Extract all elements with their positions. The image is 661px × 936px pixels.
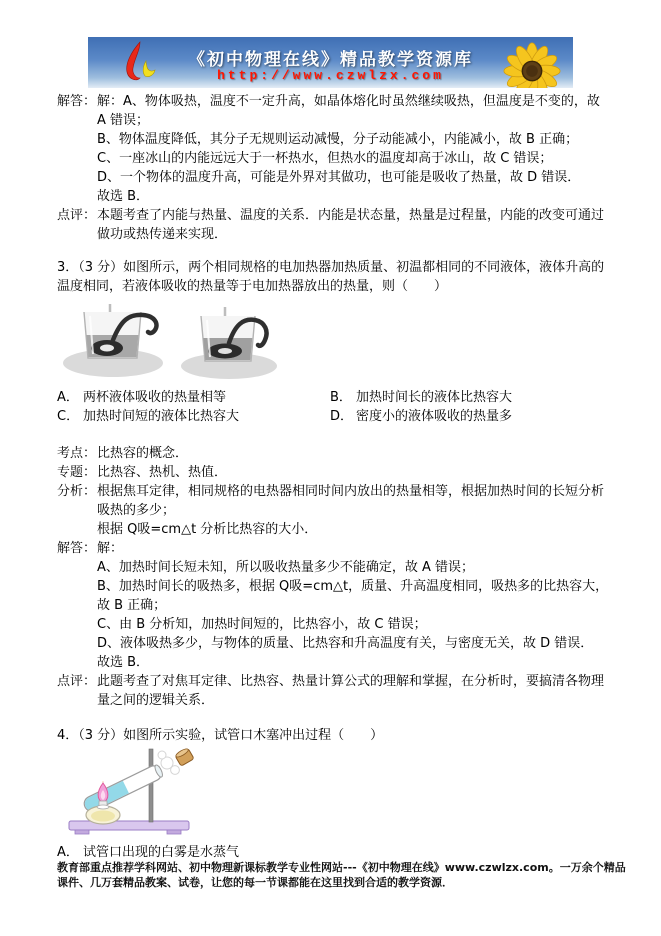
comment-label: 点评： <box>57 208 97 223</box>
comment-text: 此题考查了对焦耳定律、比热容、热量计算公式的理解和掌握，在分析时，要搞清各物理量之间的逻辑关系． <box>97 674 605 708</box>
answer-block-q2 <box>57 92 610 206</box>
kaodian-text: 比热容的概念． <box>97 446 189 461</box>
option-d <box>330 407 512 426</box>
answer-block-q3 <box>57 539 610 672</box>
answer-label: 解答： <box>57 94 97 109</box>
zhuanti-text: 比热容、热机、热值． <box>97 465 228 480</box>
option-a-key: A． <box>57 845 79 860</box>
answer-line: D、液体吸热多少，与物体的质量、比热容和升高温度有关，与密度无关，故 D 错误． <box>97 636 594 651</box>
fenxi-label: 分析： <box>57 484 97 499</box>
answer-line: 故选 B． <box>97 189 150 204</box>
option-d-text: 密度小的液体吸收的热量多 <box>356 409 513 424</box>
kaodian-row <box>57 444 610 463</box>
option-d-key: D． <box>330 409 354 424</box>
option-a-text: 两杯液体吸收的热量相等 <box>83 390 227 405</box>
option-a-key: A． <box>57 390 79 405</box>
option-a-text: 试管口出现的白雾是水蒸气 <box>83 845 240 860</box>
fenxi-line: 根据 Q吸=cm△t 分析比热容的大小． <box>97 522 318 537</box>
answer-line: C、由 B 分析知，加热时间短的，比热容小，故 C 错误； <box>97 617 427 632</box>
answer-line: D、一个物体的温度升高，可能是外界对其做功，也可能是吸收了热量，故 D 错误． <box>97 170 581 185</box>
comment-block-q3 <box>57 672 610 710</box>
site-banner <box>88 37 573 88</box>
answer-line: A、加热时间长短未知，所以吸收热量多少不能确定，故 A 错误； <box>97 560 475 575</box>
fenxi-block <box>57 482 610 539</box>
option-c <box>57 407 330 426</box>
question-3-stem: 3．（3 分）如图所示，两个相同规格的电加热器加热质量、初温都相同的不同液体，液体升高的温度相同，若液体吸收的热量等于电加热器放出的热量，则（ ） <box>57 260 605 294</box>
answer-line: C、一座冰山的内能远远大于一杯热水，但热水的温度却高于冰山，故 C 错误； <box>97 151 553 166</box>
banner-url: http://www.czwlzx.com <box>217 68 444 83</box>
comment-block-q2 <box>57 206 610 244</box>
footer-promo-text: 教育部重点推荐学科网站、初中物理新课标教学专业性网站---《初中物理在线》www.czwlzx.com。一万余个精品课件、几万套精品教案、试卷，让您的每一节课都能在这里找到合适的教学资源． <box>57 861 626 889</box>
answer-line: 故选 B． <box>97 655 150 670</box>
banner-title: 《初中物理在线》精品教学资源库 <box>188 50 473 70</box>
comment-label: 点评： <box>57 674 97 689</box>
answer-line: 解：A、物体吸热，温度不一定升高，如晶体熔化时虽然继续吸热，但温度是不变的，故 A 错误； <box>97 94 600 128</box>
comment-text: 本题考查了内能与热量、温度的关系．内能是状态量，热量是过程量，内能的改变可通过做功或热传递来实现． <box>97 208 605 242</box>
option-b-key: B． <box>330 390 352 405</box>
question-4-stem: 4．（3 分）如图所示实验，试管口木塞冲出过程（ ） <box>57 728 384 743</box>
test-tube-experiment-figure <box>63 747 219 835</box>
option-c-text: 加热时间短的液体比热容大 <box>83 409 240 424</box>
answer-line: 解： <box>97 541 124 556</box>
fenxi-line: 根据焦耳定律，相同规格的电热器相同时间内放出的热量相等，根据加热时间的长短分析吸热的多少； <box>97 484 605 518</box>
document-body <box>57 92 610 862</box>
option-a <box>57 388 330 407</box>
question-3-options <box>57 388 610 426</box>
answer-line: B、加热时间长的吸热多，根据 Q吸=cm△t，质量、升高温度相同，吸热多的比热容大，故 B 正确； <box>97 579 609 613</box>
option-b <box>330 388 512 407</box>
option-b-text: 加热时间长的液体比热容大 <box>356 390 513 405</box>
option-c-key: C． <box>57 409 80 424</box>
answer-label: 解答： <box>57 541 97 556</box>
sunflower-icon <box>501 40 563 88</box>
zhuanti-label: 专题： <box>57 465 97 480</box>
answer-line: B、物体温度降低，其分子无规则运动减慢，分子动能减小，内能减小，故 B 正确； <box>97 132 579 147</box>
kaodian-label: 考点： <box>57 446 97 461</box>
beakers-heater-figure <box>59 302 287 380</box>
zhuanti-row <box>57 463 610 482</box>
